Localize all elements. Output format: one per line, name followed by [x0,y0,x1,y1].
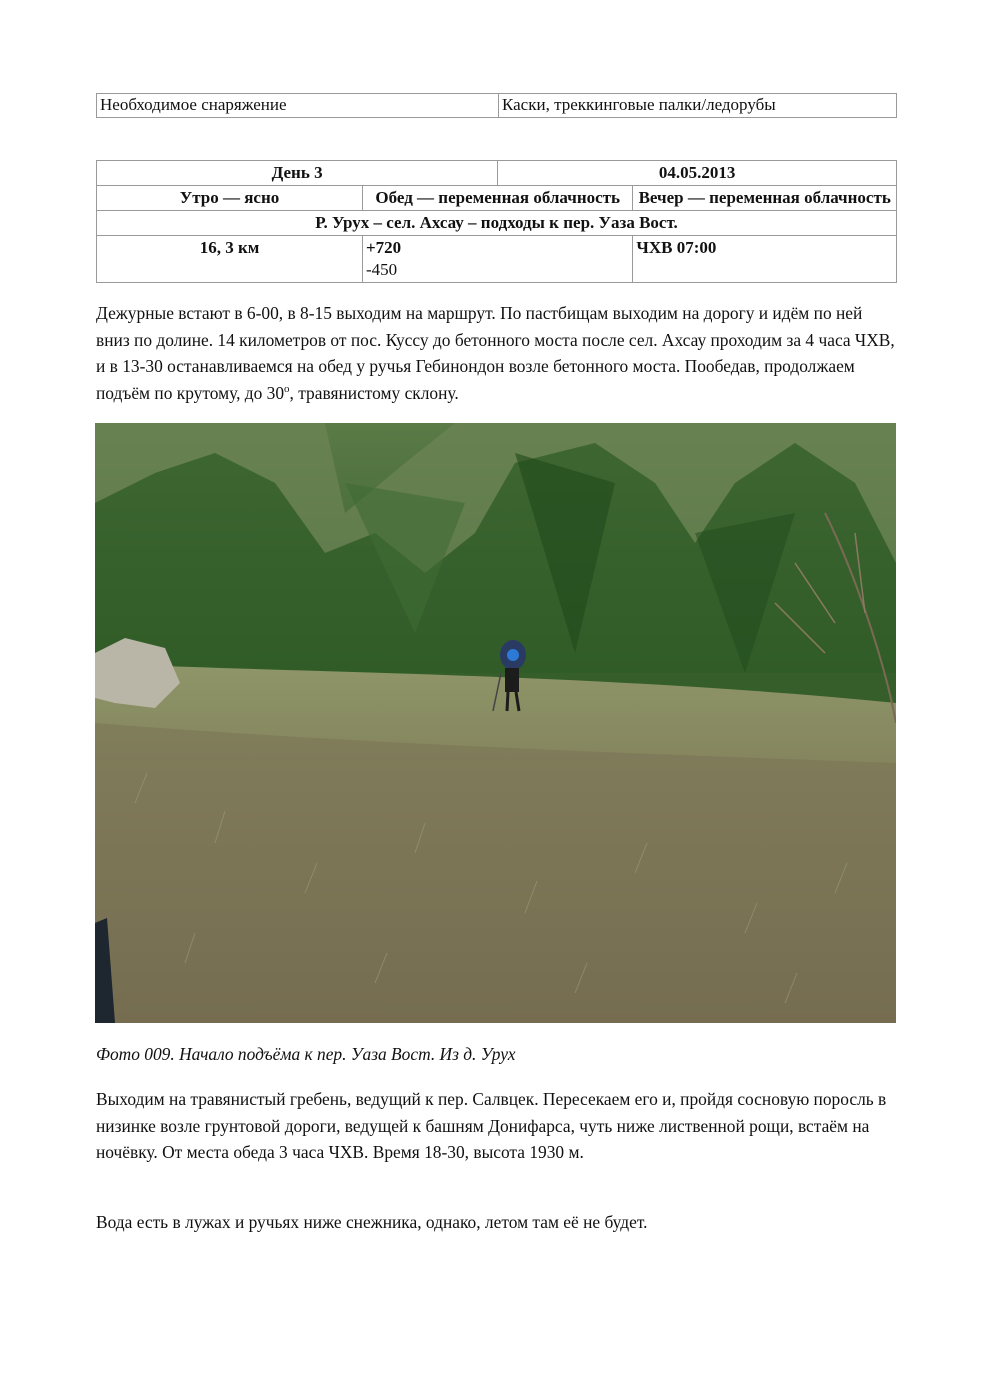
paragraph1-text-end: , травянистому склону. [289,382,459,403]
paragraph-overnight: Выходим на травянистый гребень, ведущий к пер. Салвцек. Пересекаем его и, пройдя сосновую поросль в низинке возле грунтовой дороги, ведущей к башням Донифарса, чуть ниже лиственной рощи, встаём на ночёвку. От места обеда 3 часа ЧХВ. Время 18-30, высота 1930 м. [96,1089,887,1162]
weather-morning: Утро — ясно [97,186,363,211]
day-table [96,160,897,283]
ascent: +720 [366,238,402,257]
paragraph-day-description [96,300,896,406]
day-date: 04.05.2013 [498,161,897,186]
paragraph1-text: Дежурные встают в 6-00, в 8-15 выходим на маршрут. По пастбищам выходим на дорогу и идём по ней вниз по долине. 14 километров от пос. Куссу до бетонного моста после сел. Ахсау проходим за 4 часа ЧХВ, и в 13-30 останавливаемся на обед у ручья Гебинондон возле бетонного моста. Пообедав, продолжаем подъём по крутому, до 30 [96,303,895,403]
degree-sup: о [284,382,290,395]
paragraph-water: Вода есть в лужах и ручьях ниже снежника, однако, летом там её не будет. [96,1212,648,1232]
route: Р. Урух – сел. Ахсау – подходы к пер. Уаза Вост. [97,211,897,236]
equipment-table [96,93,897,118]
weather-noon: Обед — переменная облачность [363,186,633,211]
photo-caption: Фото 009. Начало подъёма к пер. Уаза Вост. Из д. Урух [96,1044,516,1064]
descent: -450 [366,260,398,279]
weather-evening: Вечер — переменная облачность [633,186,897,211]
day-title: День 3 [97,161,498,186]
equipment-value: Каски, треккинговые палки/ледорубы [499,94,897,118]
elevation-cell [363,236,633,283]
distance: 16, 3 км [97,236,363,283]
equipment-label: Необходимое снаряжение [97,94,499,118]
mountain-slope-photo [95,423,896,1023]
walking-time: ЧХВ 07:00 [633,236,897,283]
